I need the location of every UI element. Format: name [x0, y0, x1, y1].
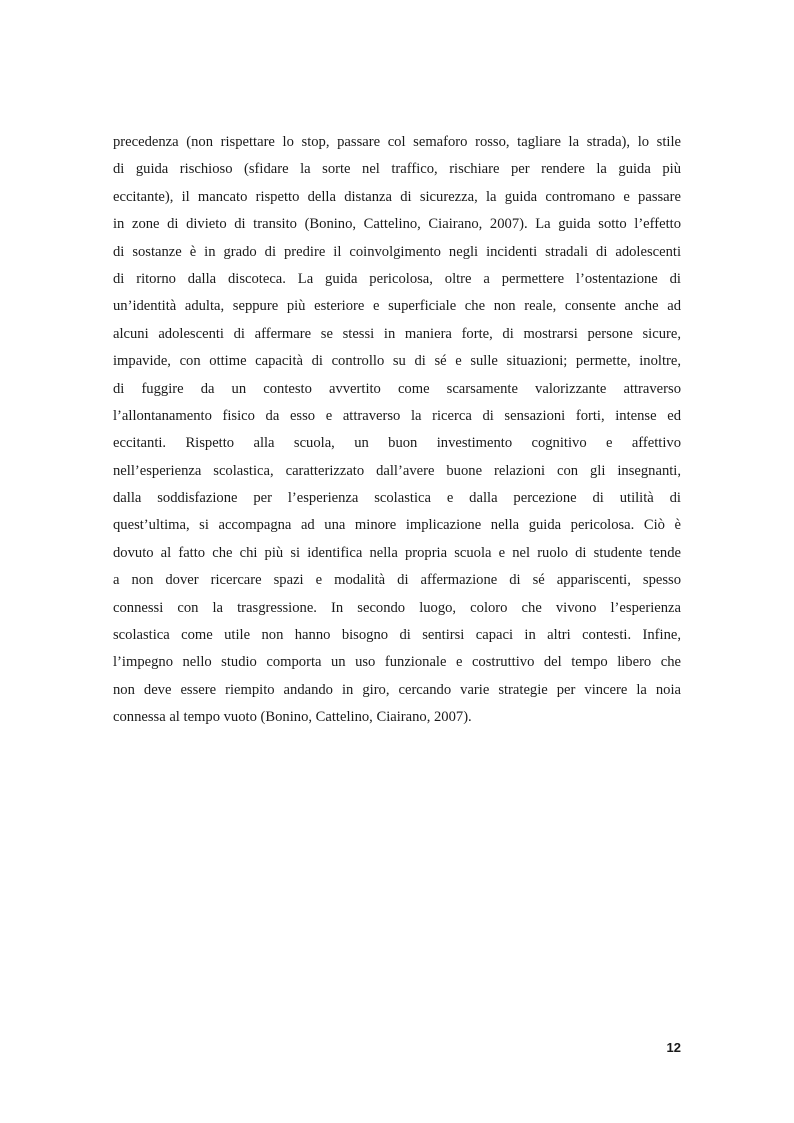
paragraph-line: in zone di divieto di transito (Bonino, Cattelino, Ciairano, 2007). La guida sotto l’effetto: [113, 216, 681, 233]
paragraph-line: non deve essere riempito andando in giro, cercando varie strategie per vincere la noia: [113, 681, 681, 698]
paragraph-line: dovuto al fatto che chi più si identifica nella propria scuola e nel ruolo di studente tende: [113, 544, 681, 561]
paragraph-line: scolastica come utile non hanno bisogno di sentirsi capaci in altri contesti. Infine,: [113, 627, 681, 644]
paragraph-line: di guida rischioso (sfidare la sorte nel traffico, rischiare per rendere la guida più: [113, 161, 681, 178]
paragraph-line: quest’ultima, si accompagna ad una minore implicazione nella guida pericolosa. Ciò è: [113, 517, 681, 534]
paragraph-line: connessa al tempo vuoto (Bonino, Cattelino, Ciairano, 2007).: [113, 709, 472, 726]
paragraph-line: nell’esperienza scolastica, caratterizzato dall’avere buone relazioni con gli insegnanti,: [113, 462, 681, 479]
paragraph-line: impavide, con ottime capacità di controllo su di sé e sulle situazioni; permette, inoltre,: [113, 353, 681, 370]
paragraph-line: di fuggire da un contesto avvertito come scarsamente valorizzante attraverso: [113, 380, 681, 397]
paragraph-line: un’identità adulta, seppure più esteriore e superficiale che non reale, consente anche ad: [113, 298, 681, 315]
paragraph-line: l’impegno nello studio comporta un uso funzionale e costruttivo del tempo libero che: [113, 654, 681, 671]
paragraph-line: di sostanze è in grado di predire il coinvolgimento negli incidenti stradali di adolescenti: [113, 243, 681, 260]
paragraph-line: alcuni adolescenti di affermare se stessi in maniera forte, di mostrarsi persone sicure,: [113, 325, 681, 342]
paragraph-line: eccitante), il mancato rispetto della distanza di sicurezza, la guida contromano e passare: [113, 188, 681, 205]
paragraph-line: eccitanti. Rispetto alla scuola, un buon investimento cognitivo e affettivo: [113, 435, 681, 452]
paragraph-line: dalla soddisfazione per l’esperienza scolastica e dalla percezione di utilità di: [113, 490, 681, 507]
paragraph-line: a non dover ricercare spazi e modalità di affermazione di sé appariscenti, spesso: [113, 572, 681, 589]
paragraph-line: connessi con la trasgressione. In secondo luogo, coloro che vivono l’esperienza: [113, 599, 681, 616]
page-number: 12: [666, 1040, 681, 1055]
paragraph-line: precedenza (non rispettare lo stop, passare col semaforo rosso, tagliare la strada), lo stile: [113, 134, 681, 150]
paragraph-line: di ritorno dalla discoteca. La guida pericolosa, oltre a permettere l’ostentazione di: [113, 270, 681, 287]
paragraph-line: l’allontanamento fisico da esso e attraverso la ricerca di sensazioni forti, intense ed: [113, 407, 681, 424]
body-paragraph: [113, 129, 681, 732]
